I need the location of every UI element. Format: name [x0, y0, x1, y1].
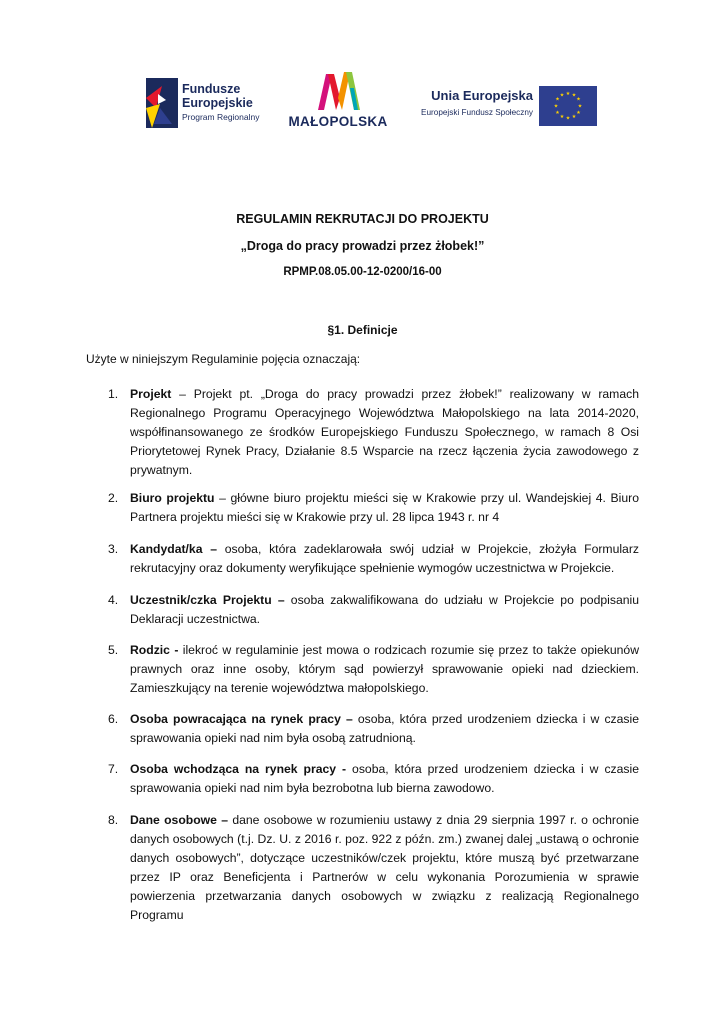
- list-item: [108, 641, 639, 698]
- fe-logo-subtitle: Program Regionalny: [182, 112, 260, 122]
- fundusze-europejskie-logo: [146, 78, 276, 130]
- list-item-text: – główne biuro projektu mieści się w Krakowie przy ul. Wandejskiej 4. Biuro Partnera projektu mieści się w Krakowie przy ul. 28 lipca 1943 r. nr 4: [130, 491, 639, 524]
- document-title: REGULAMIN REKRUTACJI DO PROJEKTU: [236, 212, 489, 226]
- svg-text:★: ★: [565, 91, 571, 97]
- svg-text:★: ★: [553, 103, 559, 110]
- fe-logo-line2: Europejskie: [182, 96, 253, 110]
- malopolska-m-icon: [288, 68, 388, 112]
- list-item-term: Osoba powracająca na rynek pracy –: [130, 712, 353, 726]
- list-item: [108, 710, 639, 748]
- malopolska-logo-text: MAŁOPOLSKA: [288, 114, 388, 129]
- list-item-text: osoba, która przed urodzeniem dziecka i w czasie sprawowania opieki nad nim była bezrobotna lub bierna zawodowo.: [130, 762, 639, 795]
- list-item-term: Projekt: [130, 387, 172, 401]
- eu-flag-icon: [539, 86, 597, 126]
- list-item-term: Rodzic -: [130, 643, 179, 657]
- svg-text:★: ★: [576, 96, 581, 103]
- svg-text:★: ★: [555, 96, 560, 103]
- unia-europejska-logo: [408, 86, 533, 126]
- list-item-number: 5.: [108, 643, 119, 657]
- svg-text:★: ★: [571, 92, 577, 99]
- list-item-text: osoba, która przed urodzeniem dziecka i w czasie sprawowania opieki nad nim była osobą zatrudnioną.: [130, 712, 639, 745]
- svg-text:★: ★: [559, 92, 565, 99]
- list-item: [108, 591, 639, 629]
- svg-text:★: ★: [571, 114, 577, 120]
- fe-star-icon: [146, 78, 178, 128]
- project-code: RPMP.08.05.00-12-0200/16-00: [283, 266, 442, 278]
- list-item-number: 2.: [108, 491, 119, 505]
- svg-text:★: ★: [576, 110, 581, 116]
- svg-text:★: ★: [559, 114, 565, 120]
- list-item: [108, 760, 639, 798]
- list-item-number: 8.: [108, 813, 119, 827]
- list-item-term: Biuro projektu: [130, 491, 215, 505]
- list-item-term: Dane osobowe –: [130, 813, 229, 827]
- list-item-term: Kandydat/ka –: [130, 542, 217, 556]
- logo-strip: [0, 64, 725, 144]
- list-item-term: Osoba wchodząca na rynek pracy -: [130, 762, 347, 776]
- project-name: „Droga do pracy prowadzi przez żłobek!”: [240, 239, 485, 253]
- list-item-number: 7.: [108, 762, 119, 776]
- list-item-term: Uczestnik/czka Projektu –: [130, 593, 285, 607]
- list-item-text: dane osobowe w rozumieniu ustawy z dnia 29 sierpnia 1997 r. o ochronie danych osobowych (t.j. Dz. U. z 2016 r. poz. 922 z późn. zm.) zwanej dalej „ustawą o ochronie danych osobowych”, dotyczące uczestników/czek projektu, które muszą być przetwarzane przez IP oraz Beneficjenta i Partnerów w celu wykonania Porozumienia w sprawie powierzenia przetwarzania danych osobowych w związku z realizacją Regionalnego Programu: [130, 813, 640, 922]
- svg-text:★: ★: [565, 115, 571, 122]
- malopolska-logo: [288, 68, 388, 140]
- svg-text:★: ★: [577, 103, 583, 110]
- list-item-number: 6.: [108, 712, 119, 726]
- ue-logo-subtitle: Europejski Fundusz Społeczny: [421, 108, 533, 117]
- list-item-number: 3.: [108, 542, 119, 556]
- list-item: [108, 385, 639, 480]
- list-item-text: – Projekt pt. „Droga do pracy prowadzi przez żłobek!” realizowany w ramach Regionalnego Programu Operacyjnego Województwa Małopolskiego na lata 2014-2020, współfinansowanego ze środków Europejskiego Funduszu Społecznego, w ramach 8 Osi Priorytetowej Rynek Pracy, Działanie 8.5 Wsparcie na rzecz łączenia życia zawodowego z prywatnym.: [130, 387, 639, 477]
- list-item-number: 4.: [108, 593, 119, 607]
- intro-text: Użyte w niniejszym Regulaminie pojęcia oznaczają:: [86, 352, 361, 366]
- list-item: [108, 540, 639, 578]
- list-item-text: osoba, która zadeklarowała swój udział w Projekcie, złożyła Formularz rekrutacyjny oraz dokumenty weryfikujące spełnienie wymogów uczestnictwa w Projekcie.: [130, 542, 639, 575]
- section-heading: §1. Definicje: [327, 323, 398, 337]
- list-item: [108, 811, 639, 925]
- svg-text:★: ★: [555, 110, 560, 116]
- list-item-number: 1.: [108, 387, 119, 401]
- list-item-text: osoba zakwalifikowana do udziału w Projekcie po podpisaniu Deklaracji uczestnictwa.: [130, 593, 639, 626]
- list-item-text: ilekroć w regulaminie jest mowa o rodzicach rozumie się przez to także opiekunów prawnych oraz inne osoby, którym sąd powierzył sprawowanie opieki nad dzieckiem. Zamieszkujący na terenie województwa małopolskiego.: [130, 643, 639, 695]
- fe-logo-line1: Fundusze: [182, 82, 241, 96]
- list-item: [108, 489, 639, 527]
- ue-logo-title: Unia Europejska: [431, 88, 533, 103]
